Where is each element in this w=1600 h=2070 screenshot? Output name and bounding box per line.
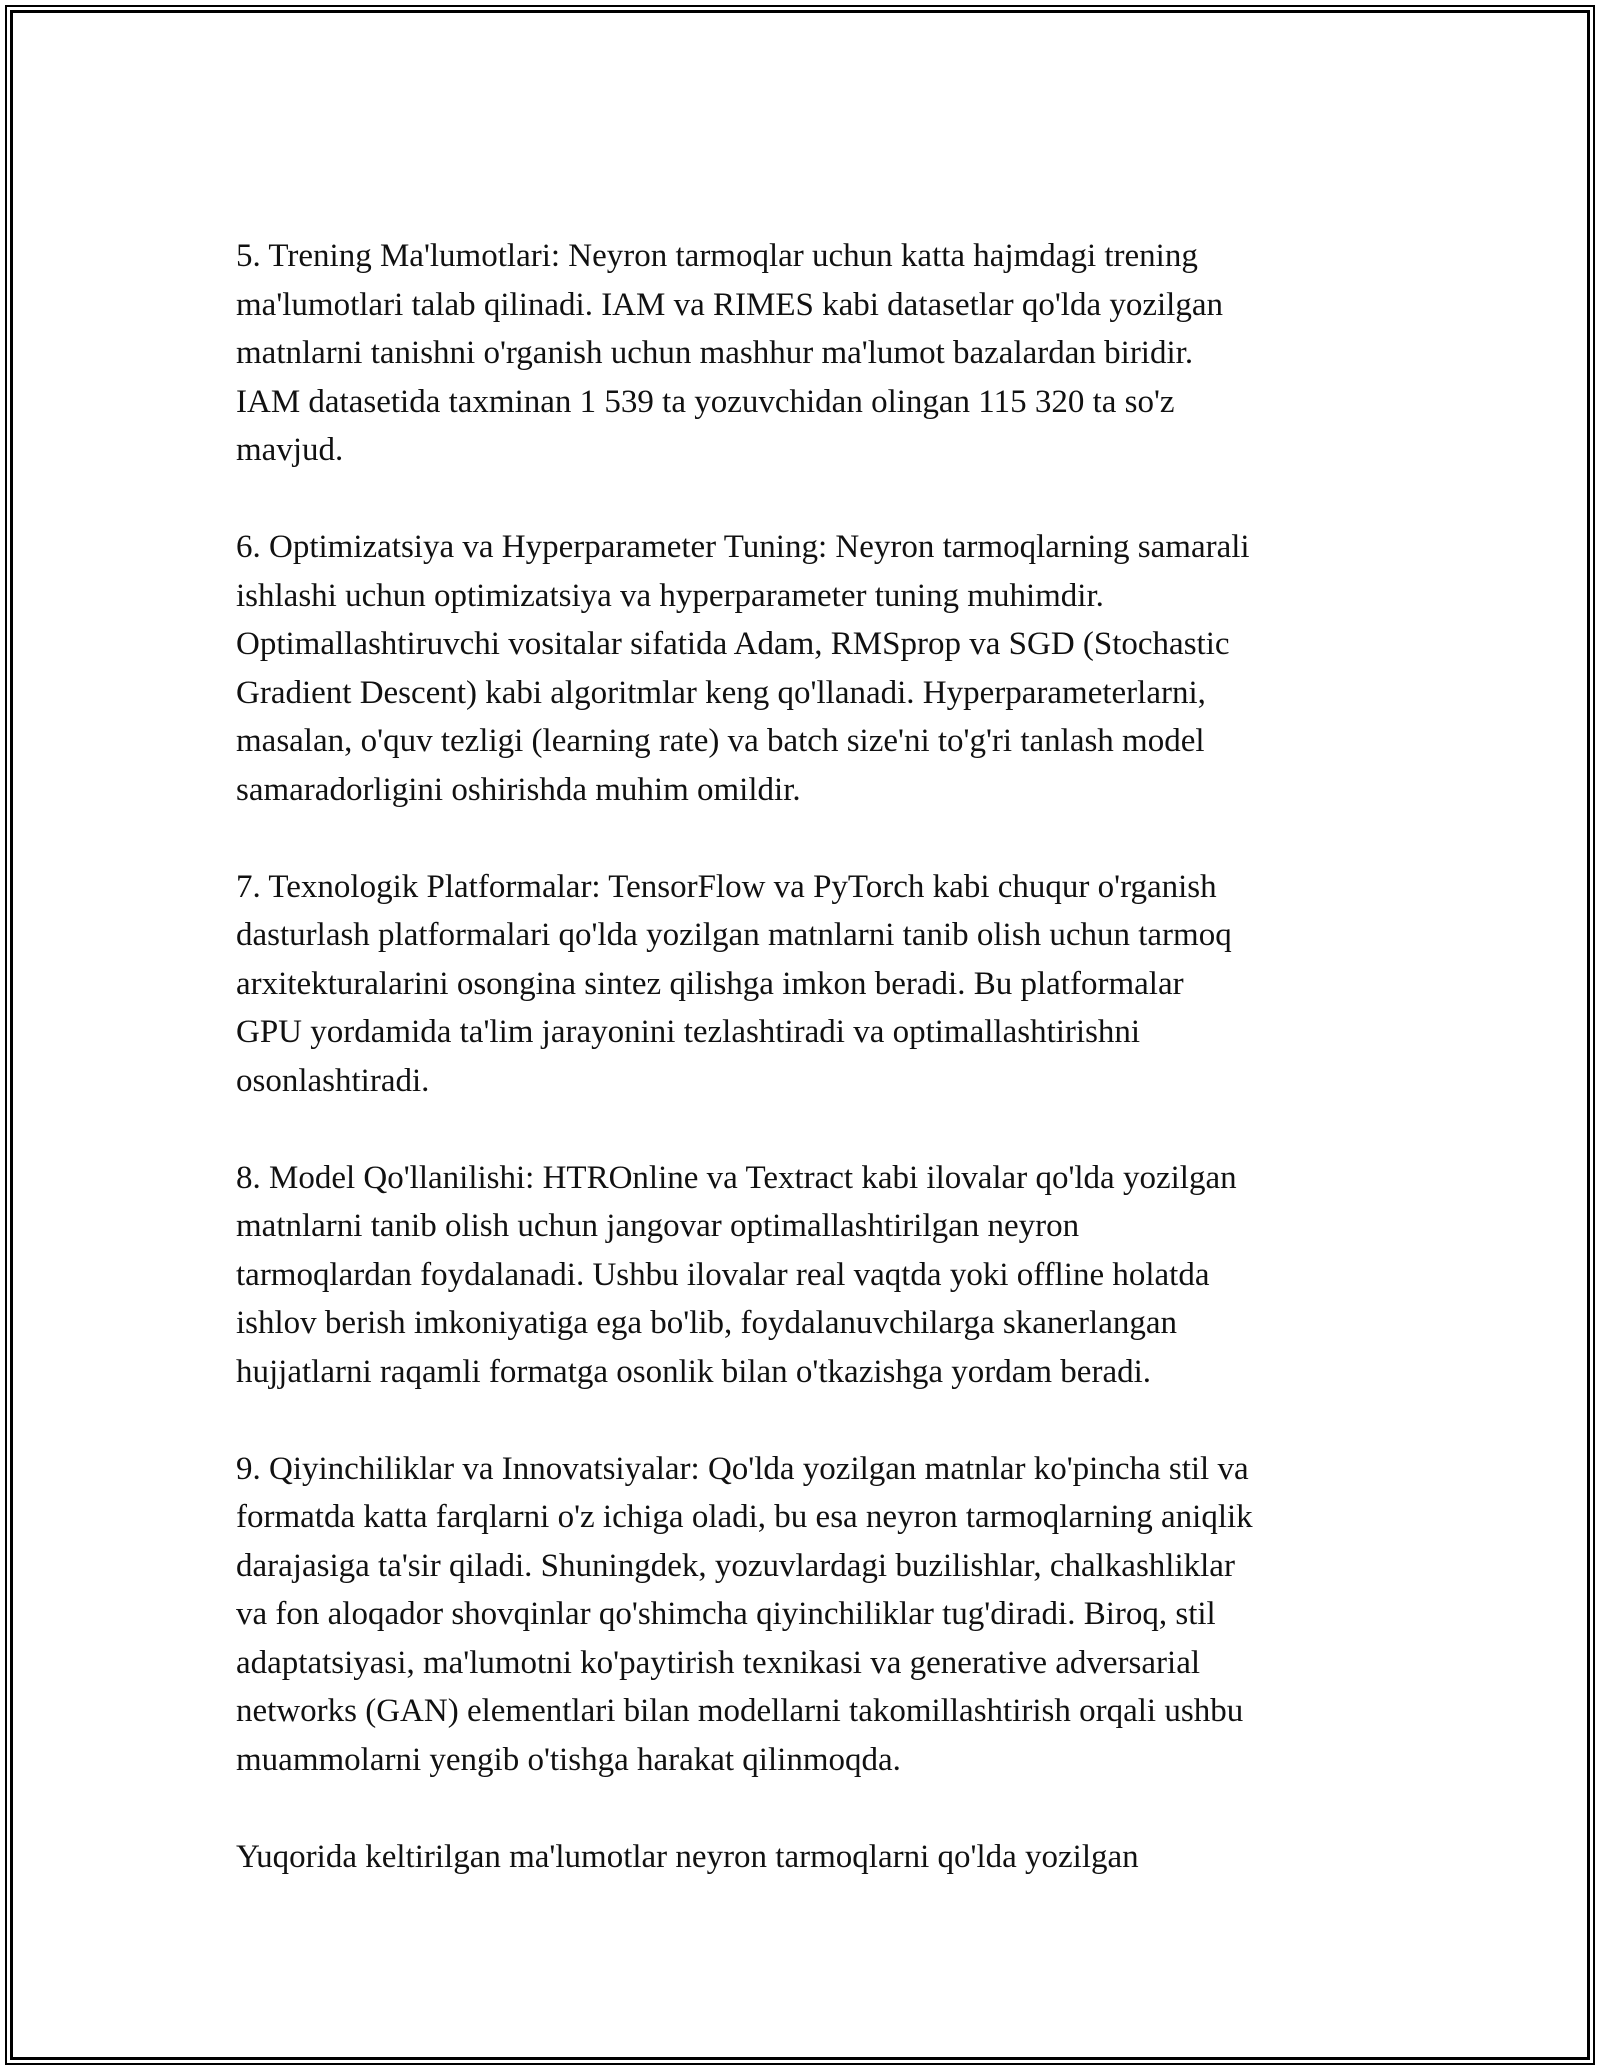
page-content (236, 232, 1376, 1930)
paragraph-conclusion: Yuqorida keltirilgan ma'lumotlar neyron tarmoqlarni qo'lda yozilgan (236, 1838, 1139, 1875)
paragraph-model-application: 8. Model Qo'llanilishi: HTROnline va Textract kabi ilovalar qo'lda yozilgan matnlarni tanib olish uchun jangovar optimallashtirilgan neyron tarmoqlardan foydalanadi. Ushbu ilovalar real vaqtda yoki offline holatda ishlov berish imkoniyatiga ega bo'lib, foydalanuvchilarga skanerlangan hujjatlarni raqamli formatga osonlik bilan o'tkazishga yordam beradi. (236, 1159, 1237, 1390)
paragraph-optimization-tuning: 6. Optimizatsiya va Hyperparameter Tuning: Neyron tarmoqlarning samarali ishlashi uchun optimizatsiya va hyperparameter tuning muhimdir. Optimallashtiruvchi vositalar sifatida Adam, RMSprop va SGD (Stochastic Gradient Descent) kabi algoritmlar keng qo'llanadi. Hyperparameterlarni, masalan, o'quv tezligi (learning rate) va batch size'ni to'g'ri tanlash model samaradorligini oshirishda muhim omildir. (236, 529, 1250, 808)
paragraph-challenges-innovations: 9. Qiyinchiliklar va Innovatsiyalar: Qo'lda yozilgan matnlar ko'pincha stil va formatda katta farqlarni o'z ichiga oladi, bu esa neyron tarmoqlarning aniqlik darajasiga ta'sir qiladi. Shuningdek, yozuvlardagi buzilishlar, chalkashliklar va fon aloqador shovqinlar qo'shimcha qiyinchiliklar tug'diradi. Biroq, stil adaptatsiyasi, ma'lumotni ko'paytirish texnikasi va generative adversarial networks (GAN) elementlari bilan modellarni takomillashtirish orqali ushbu muammolarni yengib o'tishga harakat qilinmoqda. (236, 1450, 1253, 1778)
paragraph-training-data: 5. Trening Ma'lumotlari: Neyron tarmoqlar uchun katta hajmdagi trening ma'lumotlari talab qilinadi. IAM va RIMES kabi datasetlar qo'lda yozilgan matnlarni tanishni o'rganish uchun mashhur ma'lumot bazalardan biridir. IAM datasetida taxminan 1 539 ta yozuvchidan olingan 115 320 ta so'z mavjud. (236, 238, 1223, 468)
paragraph-tech-platforms: 7. Texnologik Platformalar: TensorFlow va PyTorch kabi chuqur o'rganish dasturlash platformalari qo'lda yozilgan matnlarni tanib olish uchun tarmoq arxitekturalarini osongina sintez qilishga imkon beradi. Bu platformalar GPU yordamida ta'lim jarayonini tezlashtiradi va optimallashtirishni osonlashtiradi. (236, 868, 1232, 1099)
